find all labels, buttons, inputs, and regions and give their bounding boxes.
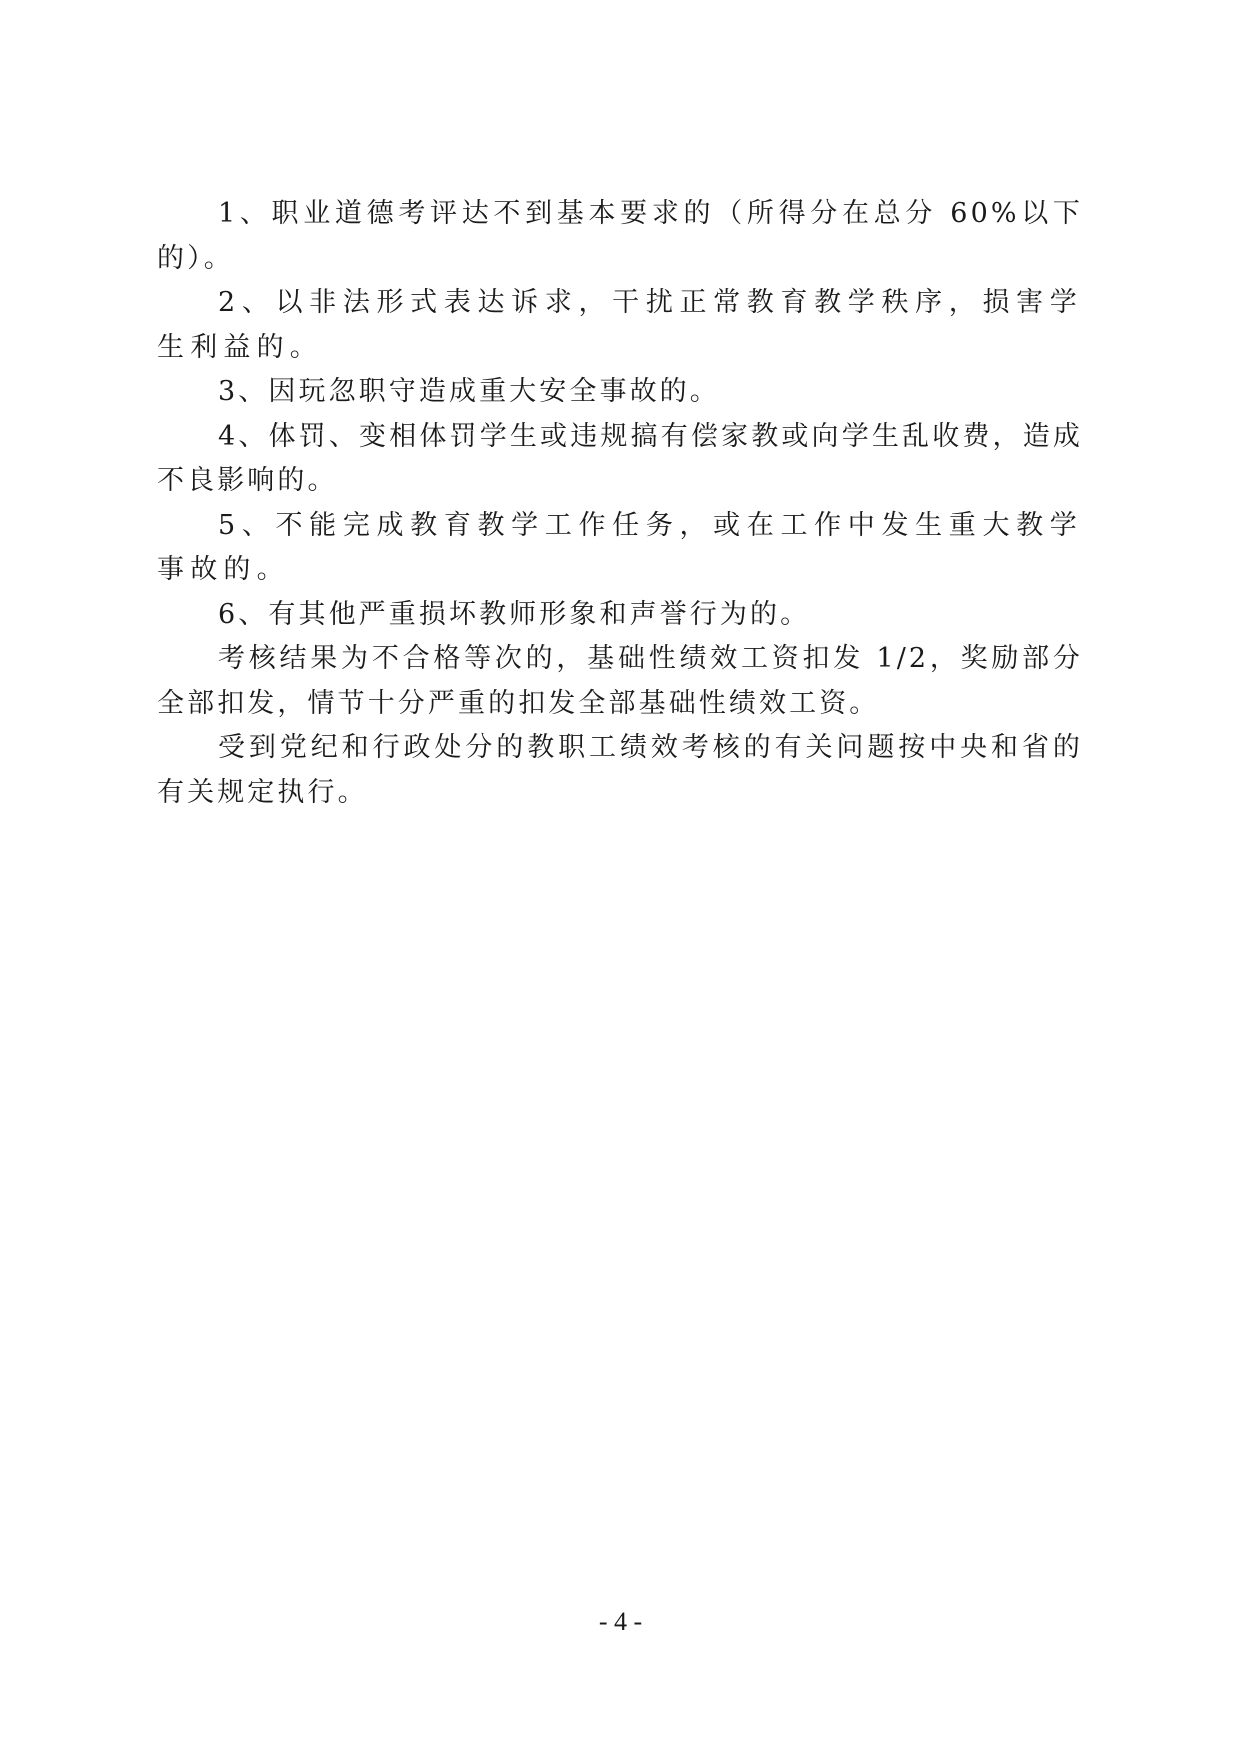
paragraph-item-1: 1、职业道德考评达不到基本要求的（所得分在总分 60%以下的）。 [157,198,1083,274]
paragraph-item-5: 5、不能完成教育教学工作任务，或在工作中发生重大教学事故的。 [157,509,1083,585]
paragraph-item-6: 6、有其他严重损坏教师形象和声誉行为的。 [218,598,811,630]
paragraph-performance-result: 考核结果为不合格等次的，基础性绩效工资扣发 1/2，奖励部分全部扣发，情节十分严重的扣发全部基础性绩效工资。 [157,643,1083,719]
page-number: - 4 - [598,1607,643,1636]
paragraph-disciplinary-rule: 受到党纪和行政处分的教职工绩效考核的有关问题按中央和省的有关规定执行。 [157,732,1083,808]
paragraph-item-4: 4、体罚、变相体罚学生或违规搞有偿家教或向学生乱收费，造成不良影响的。 [157,420,1083,496]
paragraph-item-3: 3、因玩忽职守造成重大安全事故的。 [218,376,720,407]
paragraph-item-2: 2、以非法形式表达诉求，干扰正常教育教学秩序，损害学生利益的。 [157,287,1083,363]
document-body [157,192,1083,815]
